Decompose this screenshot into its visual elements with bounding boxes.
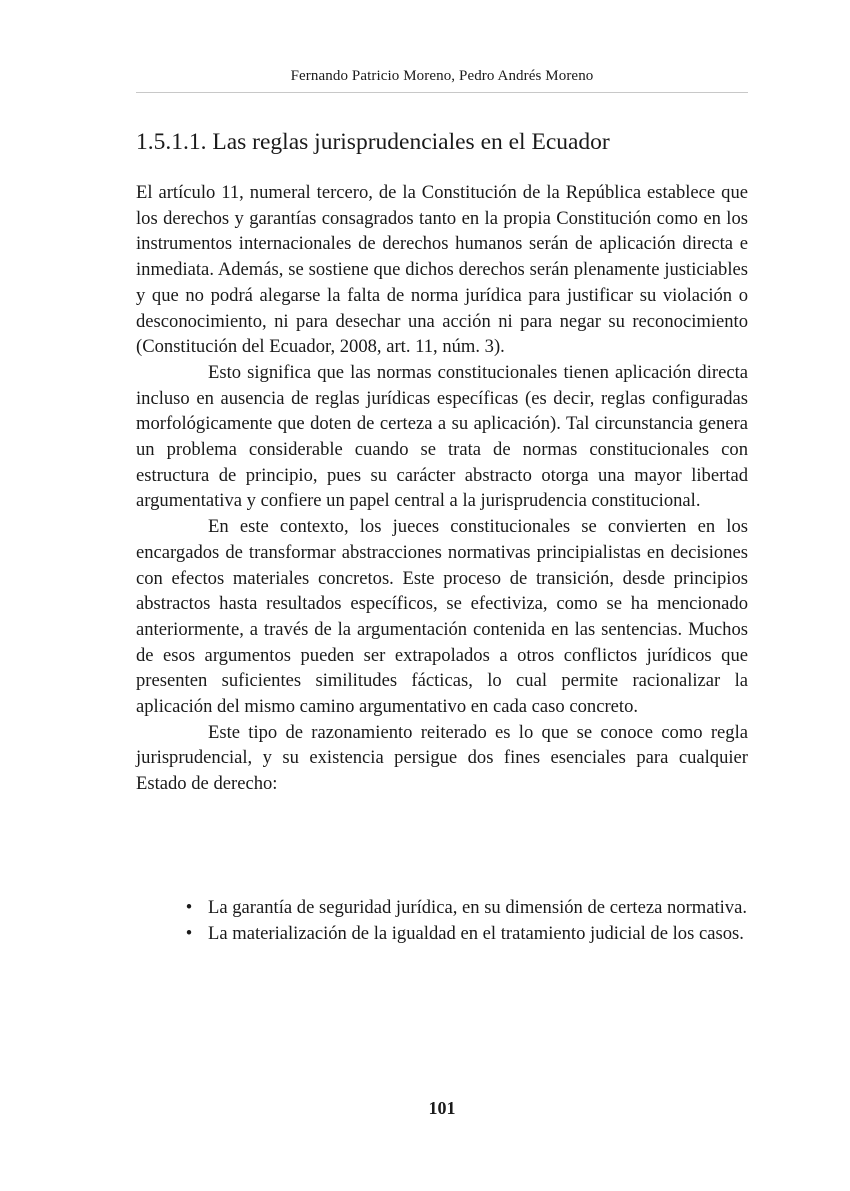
paragraph-2: Esto significa que las normas constitucionales tienen aplicación directa incluso en ausencia de reglas jurídicas específicas (es decir, reglas configuradas morfológicamente que doten de certeza a su aplicación). Tal circunstancia genera un problema considerable cuando se trata de normas constitucionales con estructura de principio, pues su carácter abstracto otorga una mayor libertad argumentativa y confiere un papel central a la jurisprudencia constitucional. [136, 361, 748, 512]
bullet-text: La materialización de la igualdad en el tratamiento judicial de los casos. [208, 922, 744, 944]
bullet-item [136, 921, 748, 947]
paragraph-4: Este tipo de razonamiento reiterado es lo que se conoce como regla jurisprudencial, y su existencia persigue dos fines esenciales para cualquier Estado de derecho: [136, 721, 748, 795]
bullet-text: La garantía de seguridad jurídica, en su dimensión de certeza normativa. [208, 897, 748, 918]
paragraph-3: En este contexto, los jueces constitucionales se convierten en los encargados de transformar abstracciones normativas principialistas en decisiones con efectos materiales concretos. Este proceso de transición, desde principios abstractos hasta resultados específicos, se efectiviza, como se ha mencionado anteriormente, a través de la argumentación contenida en las sentencias. Muchos de esos argumentos pueden ser extrapolados a otros conflictos jurídicos que presenten suficientes similitudes fácticas, lo cual permite racionalizar la aplicación del mismo camino argumentativo en cada caso concreto. [136, 516, 748, 718]
body-text [136, 180, 748, 797]
bullet-icon: • [185, 922, 193, 944]
running-header: Fernando Patricio Moreno, Pedro Andrés Moreno [290, 68, 594, 84]
header-divider [136, 92, 748, 93]
bullet-icon: • [185, 897, 193, 918]
section-title: 1.5.1.1. Las reglas jurisprudenciales en el Ecuador [136, 129, 610, 155]
page-number: 101 [428, 1098, 456, 1118]
paragraph-1: El artículo 11, numeral tercero, de la Constitución de la República establece que los derechos y garantías consagrados tanto en la propia Constitución como en los instrumentos internacionales de derechos humanos serán de aplicación directa e inmediata. Además, se sostiene que dichos derechos serán plenamente justiciables y que no podrá alegarse la falta de norma jurídica para justificar su violación o desconocimiento, ni para desechar una acción ni para negar su reconocimiento (Constitución del Ecuador, 2008, art. 11, núm. 3). [136, 182, 748, 358]
bullet-list [136, 895, 748, 946]
bullet-item [136, 895, 748, 921]
